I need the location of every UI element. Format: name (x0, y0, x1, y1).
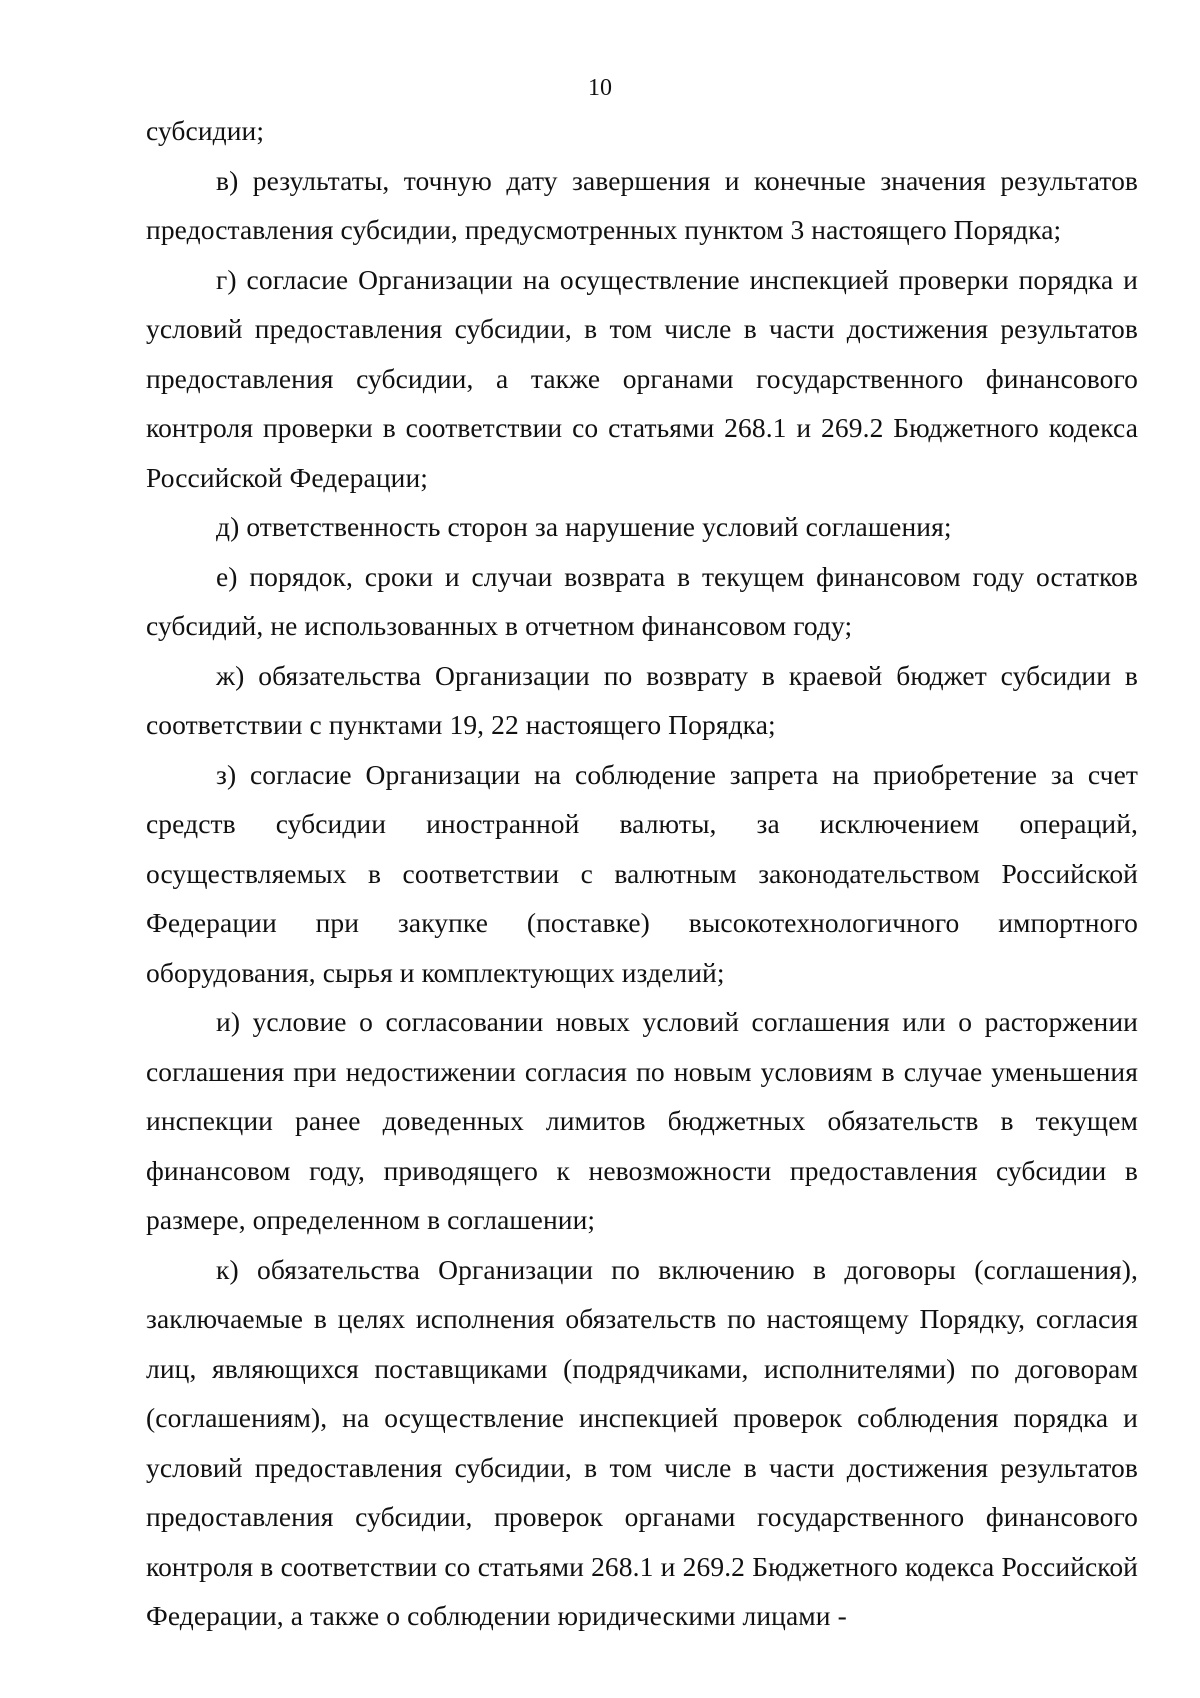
paragraph-item-z: з) согласие Организации на соблюдение запрета на приобретение за счет средств субсидии иностранной валюты, за исключением операций, осуществляемых в соответствии с валютным законодательством Российской Федерации при закупке (поставке) высокотехнологичного импортного оборудования, сырья и комплектующих изделий; (146, 758, 1138, 988)
paragraph-item-v: в) результаты, точную дату завершения и конечные значения результатов предоставления субсидии, предусмотренных пунктом 3 настоящего Порядка; (146, 164, 1138, 245)
paragraph-continuation: субсидии; (146, 115, 265, 146)
document-body (146, 106, 1138, 1641)
page-number: 10 (588, 75, 612, 101)
paragraph-item-g: г) согласие Организации на осуществление инспекцией проверки порядка и условий предоставления субсидии, в том числе в части достижения результатов предоставления субсидии, а также органами государственного финансового контроля проверки в соответствии со статьями 268.1 и 269.2 Бюджетного кодекса Российской Федерации; (146, 263, 1138, 493)
paragraph-item-d: д) ответственность сторон за нарушение условий соглашения; (216, 511, 952, 542)
paragraph-item-zh: ж) обязательства Организации по возврату в краевой бюджет субсидии в соответствии с пунктами 19, 22 настоящего Порядка; (146, 659, 1138, 740)
paragraph-item-e: е) порядок, сроки и случаи возврата в текущем финансовом году остатков субсидий, не использованных в отчетном финансовом году; (146, 560, 1138, 641)
paragraph-item-i: и) условие о согласовании новых условий соглашения или о расторжении соглашения при недостижении согласия по новым условиям в случае уменьшения инспекции ранее доведенных лимитов бюджетных обязательств в текущем финансовом году, приводящего к невозможности предоставления субсидии в размере, определенном в соглашении; (146, 1006, 1138, 1235)
paragraph-item-k: к) обязательства Организации по включению в договоры (соглашения), заключаемые в целях исполнения обязательств по настоящему Порядку, согласия лиц, являющихся поставщиками (подрядчиками, исполнителями) по договорам (соглашениям), на осуществление инспекцией проверок соблюдения порядка и условий предоставления субсидии, в том числе в части достижения результатов предоставления субсидии, проверок органами государственного финансового контроля в соответствии со статьями 268.1 и 269.2 Бюджетного кодекса Российской Федерации, а также о соблюдении юридическими лицами - (146, 1253, 1138, 1631)
